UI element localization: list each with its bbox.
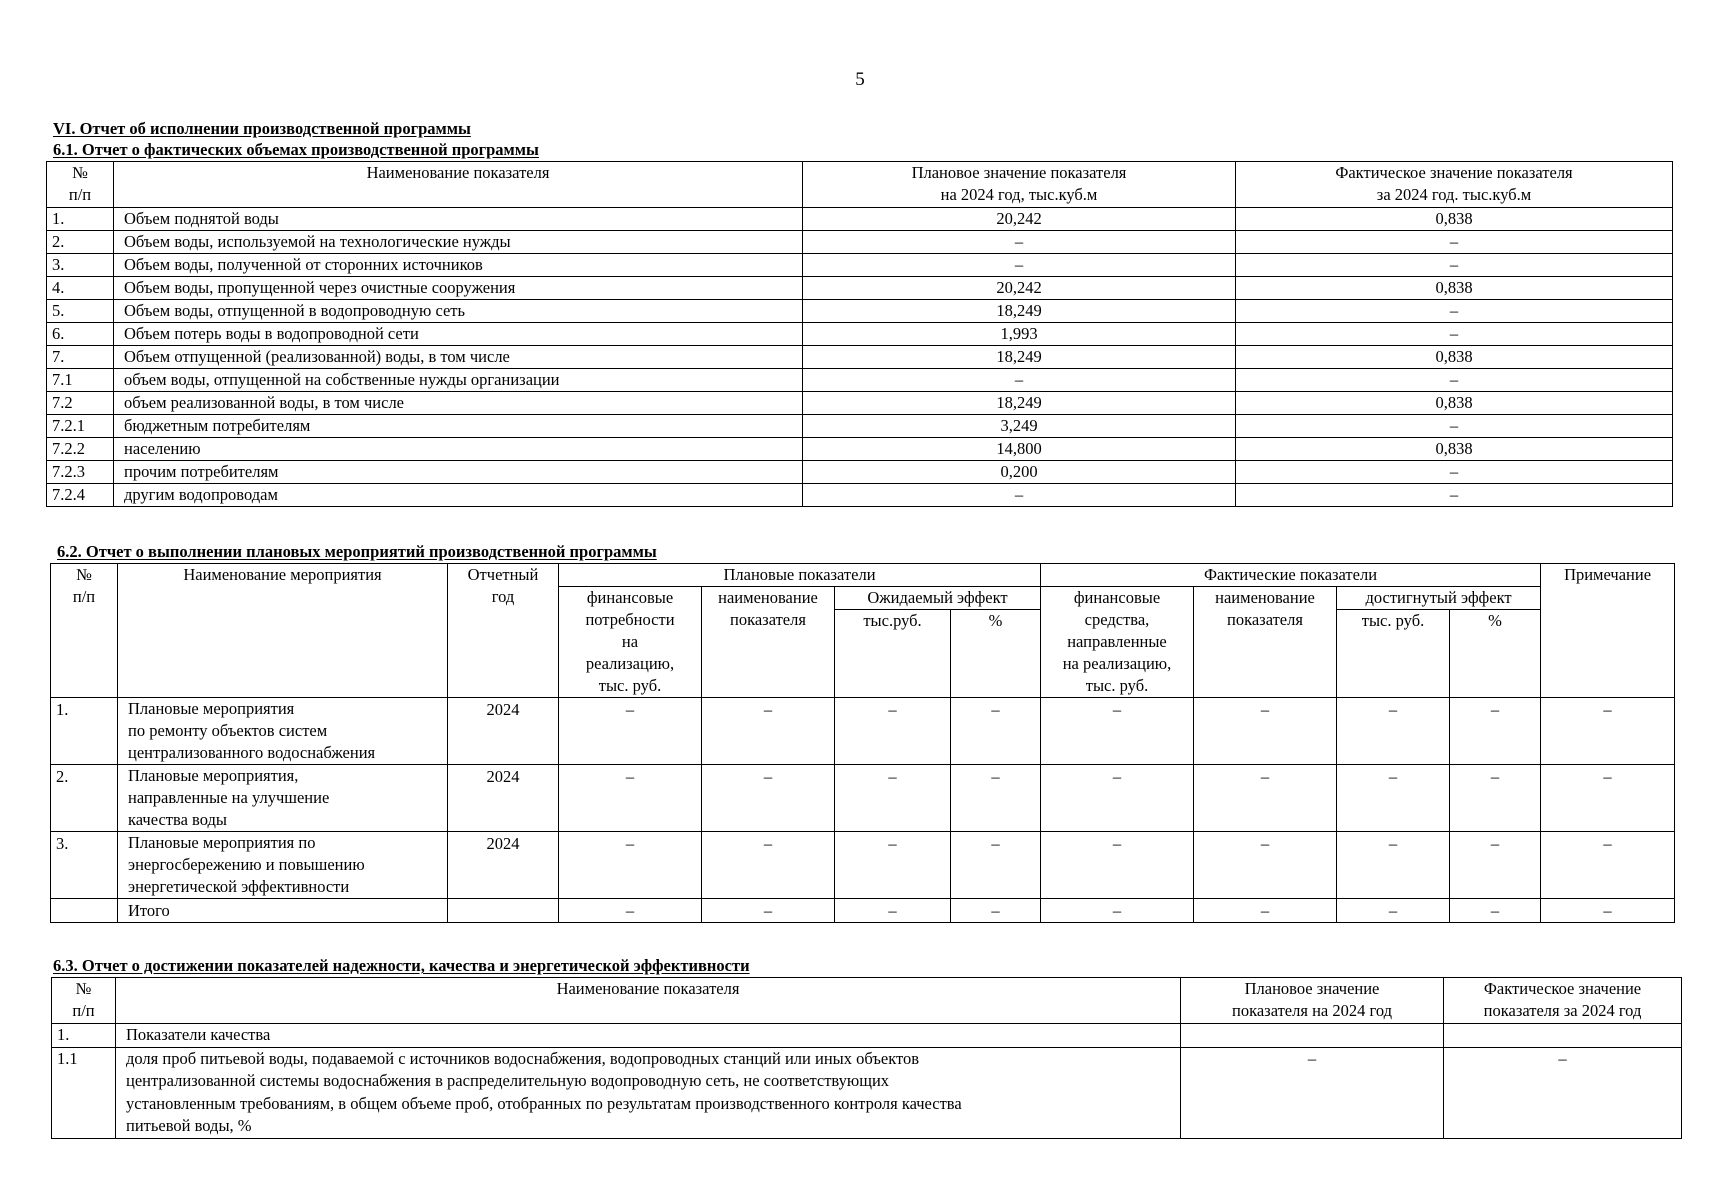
- fact-value: –: [1236, 300, 1673, 323]
- col-group-fact: Фактические показатели: [1041, 564, 1541, 587]
- plan-rub-value: –: [835, 698, 951, 765]
- plan-pct-value: –: [951, 698, 1041, 765]
- plan-rub-total: –: [835, 899, 951, 923]
- fact-value: 0,838: [1236, 208, 1673, 231]
- col-header-plan: Плановое значение показателя на 2024 год, тыс.куб.м: [803, 162, 1236, 208]
- plan-value: 20,242: [803, 277, 1236, 300]
- report-year: 2024: [448, 698, 559, 765]
- row-number: 7.2.1: [47, 415, 114, 438]
- col-header-plan-effect: Ожидаемый эффект: [835, 587, 1041, 610]
- row-number: 3.: [51, 832, 118, 899]
- fact-value: 0,838: [1236, 346, 1673, 369]
- col-header-plan-fin: финансовые потребности на реализацию, тыс. руб.: [559, 587, 702, 698]
- row-number-empty: [51, 899, 118, 923]
- fact-fin-value: –: [1041, 698, 1194, 765]
- col-header-fact-effect: достигнутый эффект: [1337, 587, 1541, 610]
- plan-value: –: [1181, 1047, 1444, 1138]
- plan-ind-total: –: [702, 899, 835, 923]
- table-row: [51, 765, 1675, 832]
- indicator-name: объем реализованной воды, в том числе: [114, 392, 803, 415]
- col-header-num: № п/п: [47, 162, 114, 208]
- report-year: 2024: [448, 765, 559, 832]
- table-row: [52, 1024, 1682, 1048]
- plan-rub-value: –: [835, 832, 951, 899]
- indicator-name: прочим потребителям: [114, 461, 803, 484]
- col-header-fact: Фактическое значение показателя за 2024 год: [1444, 978, 1682, 1024]
- row-number: 7.2.2: [47, 438, 114, 461]
- row-number: 7.2.4: [47, 484, 114, 507]
- plan-ind-value: –: [702, 832, 835, 899]
- plan-value: 18,249: [803, 346, 1236, 369]
- table-row: [52, 1047, 1682, 1138]
- fact-value: –: [1236, 231, 1673, 254]
- fact-pct-value: –: [1450, 698, 1541, 765]
- col-header-measure: Наименование мероприятия: [118, 564, 448, 698]
- production-volumes-table: [46, 161, 1673, 507]
- report-year: 2024: [448, 832, 559, 899]
- measure-name: Плановые мероприятия по энергосбережению и повышению энергетической эффективности: [118, 832, 448, 899]
- table-row: [47, 415, 1673, 438]
- indicator-name: Объем поднятой воды: [114, 208, 803, 231]
- table-row: [47, 254, 1673, 277]
- col-header-fact-ind: наименование показателя: [1194, 587, 1337, 698]
- fact-value: –: [1236, 369, 1673, 392]
- col-header-plan-pct: %: [951, 610, 1041, 698]
- fact-ind-value: –: [1194, 698, 1337, 765]
- fact-pct-value: –: [1450, 765, 1541, 832]
- col-header-fact-fin: финансовые средства, направленные на реализацию, тыс. руб.: [1041, 587, 1194, 698]
- fact-value: –: [1236, 415, 1673, 438]
- col-header-name: Наименование показателя: [114, 162, 803, 208]
- note-total: –: [1541, 899, 1675, 923]
- table-row: [51, 832, 1675, 899]
- fact-fin-total: –: [1041, 899, 1194, 923]
- col-header-fact-rub: тыс. руб.: [1337, 610, 1450, 698]
- plan-ind-value: –: [702, 698, 835, 765]
- plan-value: 18,249: [803, 300, 1236, 323]
- row-number: 6.: [47, 323, 114, 346]
- plan-fin-value: –: [559, 832, 702, 899]
- indicator-name: другим водопроводам: [114, 484, 803, 507]
- section-heading: VI. Отчет об исполнении производственной программы: [53, 119, 471, 138]
- planned-measures-table: [50, 563, 1675, 923]
- section-6-3-title: 6.3. Отчет о достижении показателей надежности, качества и энергетической эффективности: [53, 956, 750, 975]
- col-header-name: Наименование показателя: [116, 978, 1181, 1024]
- plan-pct-value: –: [951, 832, 1041, 899]
- col-header-plan-rub: тыс.руб.: [835, 610, 951, 698]
- fact-value: –: [1236, 461, 1673, 484]
- fact-rub-total: –: [1337, 899, 1450, 923]
- plan-pct-total: –: [951, 899, 1041, 923]
- row-number: 7.: [47, 346, 114, 369]
- table-row: [47, 484, 1673, 507]
- indicator-name: объем воды, отпущенной на собственные нужды организации: [114, 369, 803, 392]
- table-row: [47, 300, 1673, 323]
- fact-rub-value: –: [1337, 765, 1450, 832]
- col-header-note: Примечание: [1541, 564, 1675, 698]
- row-number: 2.: [47, 231, 114, 254]
- col-header-fact: Фактическое значение показателя за 2024 год. тыс.куб.м: [1236, 162, 1673, 208]
- indicator-name: Объем воды, полученной от сторонних источников: [114, 254, 803, 277]
- row-number: 3.: [47, 254, 114, 277]
- col-header-year: Отчетный год: [448, 564, 559, 698]
- fact-value: –: [1444, 1047, 1682, 1138]
- indicator-name: Объем потерь воды в водопроводной сети: [114, 323, 803, 346]
- fact-ind-value: –: [1194, 765, 1337, 832]
- report-year-empty: [448, 899, 559, 923]
- row-number: 7.2: [47, 392, 114, 415]
- table-row: [47, 438, 1673, 461]
- row-number: 2.: [51, 765, 118, 832]
- col-header-num: № п/п: [52, 978, 116, 1024]
- indicator-name: Объем воды, используемой на технологические нужды: [114, 231, 803, 254]
- fact-value: –: [1236, 254, 1673, 277]
- row-number: 1.: [52, 1024, 116, 1048]
- indicator-name: Объем отпущенной (реализованной) воды, в том числе: [114, 346, 803, 369]
- fact-fin-value: –: [1041, 765, 1194, 832]
- row-number: 1.: [51, 698, 118, 765]
- plan-fin-value: –: [559, 698, 702, 765]
- fact-rub-value: –: [1337, 832, 1450, 899]
- measure-name: Плановые мероприятия, направленные на улучшение качества воды: [118, 765, 448, 832]
- total-label: Итого: [118, 899, 448, 923]
- plan-value: 20,242: [803, 208, 1236, 231]
- col-header-plan-ind: наименование показателя: [702, 587, 835, 698]
- fact-ind-value: –: [1194, 832, 1337, 899]
- table-row: [51, 698, 1675, 765]
- plan-rub-value: –: [835, 765, 951, 832]
- col-header-num: № п/п: [51, 564, 118, 698]
- plan-value: 1,993: [803, 323, 1236, 346]
- reliability-indicators-table: [51, 977, 1682, 1139]
- note-value: –: [1541, 698, 1675, 765]
- table-row: [47, 346, 1673, 369]
- plan-value: 3,249: [803, 415, 1236, 438]
- fact-value: –: [1236, 484, 1673, 507]
- plan-ind-value: –: [702, 765, 835, 832]
- table-row: [47, 392, 1673, 415]
- table-row: [47, 231, 1673, 254]
- plan-value: –: [803, 254, 1236, 277]
- row-number: 4.: [47, 277, 114, 300]
- fact-ind-total: –: [1194, 899, 1337, 923]
- plan-fin-total: –: [559, 899, 702, 923]
- table-row: [47, 323, 1673, 346]
- note-value: –: [1541, 832, 1675, 899]
- indicator-name: бюджетным потребителям: [114, 415, 803, 438]
- section-6-1-title: 6.1. Отчет о фактических объемах производственной программы: [53, 140, 539, 159]
- plan-value: 18,249: [803, 392, 1236, 415]
- fact-pct-total: –: [1450, 899, 1541, 923]
- fact-rub-value: –: [1337, 698, 1450, 765]
- plan-value: –: [803, 369, 1236, 392]
- indicator-name: Объем воды, отпущенной в водопроводную сеть: [114, 300, 803, 323]
- fact-value: 0,838: [1236, 392, 1673, 415]
- note-value: –: [1541, 765, 1675, 832]
- indicator-name: Объем воды, пропущенной через очистные сооружения: [114, 277, 803, 300]
- row-number: 5.: [47, 300, 114, 323]
- table-row: [47, 461, 1673, 484]
- row-number: 1.1: [52, 1047, 116, 1138]
- indicator-name: доля проб питьевой воды, подаваемой с источников водоснабжения, водопроводных станций или иных объектов централизованной системы водоснабжения в распределительную водопроводную сеть, не соответствующих установленным требованиям, в общем объеме проб, отобранных по результатам производственного контроля качества питьевой воды, %: [116, 1047, 1181, 1138]
- plan-fin-value: –: [559, 765, 702, 832]
- fact-fin-value: –: [1041, 832, 1194, 899]
- table-row: [47, 277, 1673, 300]
- col-group-plan: Плановые показатели: [559, 564, 1041, 587]
- total-row: [51, 899, 1675, 923]
- fact-value: –: [1236, 323, 1673, 346]
- plan-value: [1181, 1024, 1444, 1048]
- col-header-fact-pct: %: [1450, 610, 1541, 698]
- fact-pct-value: –: [1450, 832, 1541, 899]
- indicator-name: Показатели качества: [116, 1024, 1181, 1048]
- row-number: 1.: [47, 208, 114, 231]
- plan-value: –: [803, 231, 1236, 254]
- indicator-name: населению: [114, 438, 803, 461]
- section-6-2-title: 6.2. Отчет о выполнении плановых мероприятий производственной программы: [57, 542, 657, 561]
- fact-value: 0,838: [1236, 277, 1673, 300]
- plan-value: 0,200: [803, 461, 1236, 484]
- measure-name: Плановые мероприятия по ремонту объектов систем централизованного водоснабжения: [118, 698, 448, 765]
- table-row: [47, 208, 1673, 231]
- row-number: 7.2.3: [47, 461, 114, 484]
- plan-value: 14,800: [803, 438, 1236, 461]
- plan-pct-value: –: [951, 765, 1041, 832]
- fact-value: 0,838: [1236, 438, 1673, 461]
- plan-value: –: [803, 484, 1236, 507]
- col-header-plan: Плановое значение показателя на 2024 год: [1181, 978, 1444, 1024]
- page-number: 5: [855, 69, 865, 90]
- table-row: [47, 369, 1673, 392]
- fact-value: [1444, 1024, 1682, 1048]
- row-number: 7.1: [47, 369, 114, 392]
